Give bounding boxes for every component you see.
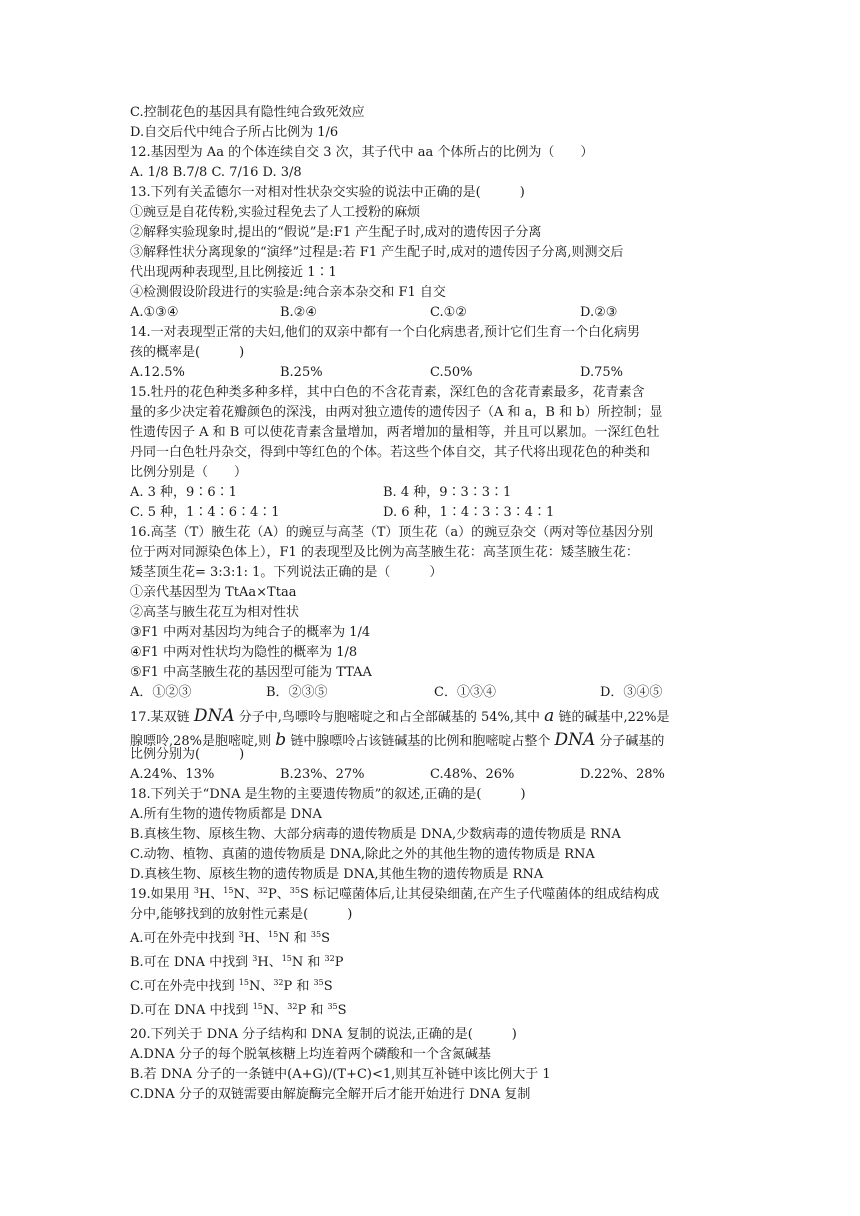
q16-option-b: B．②③⑤ — [266, 685, 328, 700]
isotope-mass: 32 — [257, 886, 269, 895]
q16-stem-3: 矮茎顶生花= 3:3:1: 1。下列说法正确的是（ ） — [130, 565, 443, 580]
q19-option-text: 和 — [306, 1003, 328, 1018]
q16-option-a: A．①②③ — [130, 685, 192, 700]
q13-statement-3-cont: 代出现两种表现型,且比例接近 1∶1 — [130, 265, 337, 280]
q17-option-a: A.24%、13% — [130, 767, 215, 782]
dna-symbol: DNA — [554, 730, 596, 750]
q13-option-b: B.②④ — [280, 305, 317, 320]
q19-option-c — [130, 978, 333, 996]
element-symbol: P — [297, 1003, 307, 1018]
dna-symbol: DNA — [193, 706, 235, 726]
q17-stem-1 — [130, 704, 669, 730]
q15-option-c: C. 5 种，1∶4∶6∶4∶1 — [130, 505, 280, 520]
element-symbol: N、 — [248, 979, 274, 994]
q20-stem: 20.下列关于 DNA 分子结构和 DNA 复制的说法,正确的是( ) — [130, 1027, 517, 1042]
isotope-mass: 32 — [287, 1002, 298, 1011]
q18-option-a: A.所有生物的遗传物质都是 DNA — [130, 807, 322, 822]
q18-option-b: B.真核生物、原核生物、大部分病毒的遗传物质是 DNA,少数病毒的遗传物质是 RNA — [130, 827, 621, 842]
q19-text: S 标记噬菌体后,让其侵染细菌,在产生子代噬菌体的组成结构成 — [299, 887, 660, 902]
q19-text: H、 — [198, 887, 224, 902]
element-symbol: N — [291, 955, 304, 970]
q20-option-c: C.DNA 分子的双链需要由解旋酶完全解开后才能开始进行 DNA 复制 — [130, 1087, 531, 1102]
isotope-mass: 15 — [238, 978, 249, 987]
q17-text: 分子碱基的 — [595, 734, 665, 749]
q19-text: 19.如果用 — [130, 887, 194, 902]
q19-option-text: B.可在 DNA 中找到 — [130, 955, 253, 970]
q13-statement-1: ①豌豆是自花传粉,实验过程免去了人工授粉的麻烦 — [130, 205, 421, 220]
isotope-mass: 15 — [268, 930, 279, 939]
q19-option-text: 和 — [303, 955, 325, 970]
q19-option-a — [130, 930, 330, 948]
element-symbol: N、 — [262, 1003, 288, 1018]
q17-text: 17.某双链 — [130, 710, 194, 725]
q15-stem-3: 性遗传因子 A 和 B 可以使花青素含量增加，两者增加的量相等，并且可以累加。一深红色牡 — [130, 425, 660, 440]
isotope-mass: 35 — [310, 930, 322, 939]
element-symbol: S — [321, 931, 331, 946]
q16-option-d: D．③④⑤ — [600, 685, 663, 700]
q13-stem: 13.下列有关孟德尔一对相对性状杂交实验的说法中正确的是( ) — [130, 185, 525, 200]
q13-option-a: A.①③④ — [130, 305, 179, 320]
isotope-mass: 35 — [289, 886, 300, 895]
q16-stem-2: 位于两对同源染色体上），F1 的表现型及比例为高茎腋生花：高茎顶生花：矮茎腋生花： — [130, 545, 639, 560]
q17-text: 腺嘌呤,28%是胞嘧啶,则 — [130, 734, 276, 749]
q17-text: 分子中,鸟嘌呤与胞嘧啶之和占全部碱基的 54%,其中 — [234, 710, 545, 725]
q14-option-b: B.25% — [280, 365, 323, 380]
q17-option-b: B.23%、27% — [280, 767, 365, 782]
q19-text: N、 — [233, 887, 258, 902]
q15-stem-1: 15.牡丹的花色种类多种多样，其中白色的不含花青素，深红色的含花青素最多，花青素含 — [130, 385, 645, 400]
q19-option-text: C.可在外壳中找到 — [130, 979, 239, 994]
q15-option-b: B. 4 种，9∶3∶3∶1 — [383, 485, 512, 500]
isotope-mass: 35 — [327, 1002, 338, 1011]
element-symbol: P — [334, 955, 344, 970]
isotope-mass: 3 — [238, 930, 244, 939]
q15-stem-4: 丹同一白色牡丹杂交，得到中等红色的个体。若这些个体自交，其子代将出现花色的种类和 — [130, 445, 651, 460]
element-symbol: H、 — [243, 931, 269, 946]
q16-stem-1: 16.高茎（T）腋生花（A）的豌豆与高茎（T）顶生花（a）的豌豆杂交（两对等位基因分别 — [130, 525, 654, 540]
q19-stem-1 — [130, 886, 659, 904]
q18-option-d: D.真核生物、原核生物的遗传物质是 DNA,其他生物的遗传物质是 RNA — [130, 867, 544, 882]
q13-statement-4: ④检测假设阶段进行的实验是:纯合亲本杂交和 F1 自交 — [130, 285, 446, 300]
q19-text: P、 — [268, 887, 290, 902]
strand-b-symbol: b — [275, 730, 287, 750]
isotope-mass: 15 — [252, 1002, 263, 1011]
q13-statement-3: ③解释性状分离现象的“演绎”过程是:若 F1 产生配子时,成对的遗传因子分离,则测交后 — [130, 245, 624, 260]
element-symbol: S — [337, 1003, 347, 1018]
q12-options: A. 1/8 B.7/8 C. 7/16 D. 3/8 — [130, 165, 302, 180]
element-symbol: H、 — [257, 955, 282, 970]
isotope-mass: 32 — [324, 954, 335, 963]
q19-option-text: A.可在外壳中找到 — [130, 931, 239, 946]
isotope-mass: 3 — [193, 886, 199, 895]
isotope-mass: 3 — [252, 954, 258, 963]
q16-statement-4: ④F1 中两对性状均为隐性的概率为 1/8 — [130, 645, 358, 660]
q20-option-b: B.若 DNA 分子的一条链中(A+G)/(T+C)<1,则其互补链中该比例大于 1 — [130, 1067, 551, 1082]
element-symbol: P — [283, 979, 293, 994]
isotope-mass: 35 — [313, 978, 324, 987]
q19-option-text: 和 — [292, 979, 314, 994]
q15-stem-5: 比例分别是（ ） — [130, 465, 248, 480]
isotope-mass: 15 — [281, 954, 292, 963]
q15-option-a: A. 3 种，9∶6∶1 — [130, 485, 237, 500]
q14-option-d: D.75% — [580, 365, 623, 380]
q19-option-text: 和 — [289, 931, 311, 946]
q17-text: 链的碱基中,22%是 — [554, 710, 670, 725]
q11-option-d: D.自交后代中纯合子所占比例为 1/6 — [130, 125, 339, 140]
q14-stem-cont: 孩的概率是( ) — [130, 345, 245, 360]
q16-statement-3: ③F1 中两对基因均为纯合子的概率为 1/4 — [130, 625, 371, 640]
q14-option-a: A.12.5% — [130, 365, 185, 380]
isotope-mass: 32 — [273, 978, 284, 987]
q19-option-d — [130, 1002, 347, 1020]
q13-statement-2: ②解释实验现象时,提出的“假说”是:F1 产生配子时,成对的遗传因子分离 — [130, 225, 542, 240]
q19-stem-2: 分中,能够找到的放射性元素是( ) — [130, 907, 353, 922]
q14-stem: 14.一对表现型正常的夫妇,他们的双亲中都有一个白化病患者,预计它们生育一个白化病男 — [130, 325, 640, 340]
q17-text: 链中腺嘌呤占该链碱基的比例和胞嘧啶占整个 — [286, 734, 555, 749]
q17-stem-3: 比例分别为( ) — [130, 747, 245, 762]
q19-option-b — [130, 954, 343, 972]
q16-statement-5: ⑤F1 中高茎腋生花的基因型可能为 TTAA — [130, 665, 372, 680]
q17-option-d: D.22%、28% — [580, 767, 665, 782]
q18-stem: 18.下列关于“DNA 是生物的主要遗传物质”的叙述,正确的是( ) — [130, 787, 526, 802]
q11-option-c: C.控制花色的基因具有隐性纯合致死效应 — [130, 105, 365, 120]
q16-statement-1: ①亲代基因型为 TtAa×Ttaa — [130, 585, 297, 600]
element-symbol: N — [278, 931, 290, 946]
q18-option-c: C.动物、植物、真菌的遗传物质是 DNA,除此之外的其他生物的遗传物质是 RNA — [130, 847, 595, 862]
q15-option-d: D. 6 种，1∶4∶3∶3∶4∶1 — [383, 505, 555, 520]
q20-option-a: A.DNA 分子的每个脱氧核糖上均连着两个磷酸和一个含氮碱基 — [130, 1047, 491, 1062]
q15-stem-2: 量的多少决定着花瓣颜色的深浅，由两对独立遗传的遗传因子（A 和 a，B 和 b）所控制；显 — [130, 405, 663, 420]
q14-option-c: C.50% — [430, 365, 473, 380]
isotope-mass: 15 — [223, 886, 234, 895]
q19-option-text: D.可在 DNA 中找到 — [130, 1003, 253, 1018]
q12-stem: 12.基因型为 Aa 的个体连续自交 3 次，其子代中 aa 个体所占的比例为（ ） — [130, 145, 594, 160]
element-symbol: S — [323, 979, 333, 994]
q13-option-d: D.②③ — [580, 305, 618, 320]
strand-a-symbol: a — [544, 706, 555, 726]
q13-option-c: C.①② — [430, 305, 467, 320]
q17-option-c: C.48%、26% — [430, 767, 515, 782]
q16-statement-2: ②高茎与腋生花互为相对性状 — [130, 605, 300, 620]
q16-option-c: C．①③④ — [434, 685, 496, 700]
